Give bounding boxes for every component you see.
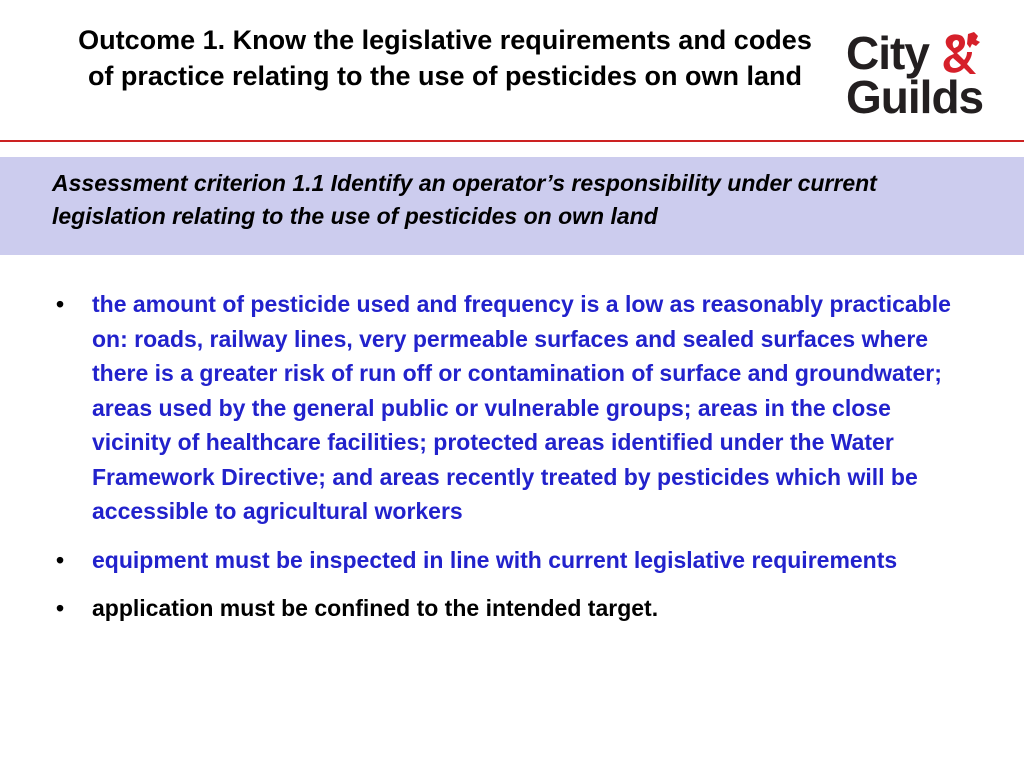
list-item bbox=[52, 287, 972, 529]
bullet-text: equipment must be inspected in line with current legislative requirements bbox=[92, 546, 898, 573]
bullet-text: the amount of pesticide used and frequency is a low as reasonably practicable on: roads, railway lines, very permeable surfaces and sealed surfaces where there is a greater risk of run off or contamination of surface and groundwater; areas used by the general public or vulnerable groups; areas in the close vicinity of healthcare facilities; protected areas identified under the Water Framework Directive; and areas recently treated by pesticides which will be accessible to agricultural workers bbox=[92, 291, 951, 524]
bullet-icon: • bbox=[56, 595, 65, 621]
list-item bbox=[52, 543, 972, 578]
ampersand-lion-icon bbox=[932, 30, 982, 76]
slide-title: Outcome 1. Know the legislative requirements and codes of practice relating to the use of pesticides on own land bbox=[78, 25, 812, 91]
bullet-icon: • bbox=[56, 546, 65, 573]
logo-word-guilds: Guilds bbox=[846, 71, 984, 123]
bullet-text: application must be confined to the intended target. bbox=[92, 595, 659, 621]
bullet-list bbox=[52, 287, 972, 640]
assessment-criterion: Assessment criterion 1.1 Identify an operator’s responsibility under current legislation relating to the use of pesticides on own land bbox=[52, 170, 877, 229]
city-and-guilds-logo bbox=[842, 28, 982, 124]
list-item bbox=[52, 591, 972, 626]
logo-word-city: City bbox=[846, 27, 929, 79]
title-divider bbox=[0, 140, 1024, 142]
bullet-icon: • bbox=[56, 291, 65, 317]
